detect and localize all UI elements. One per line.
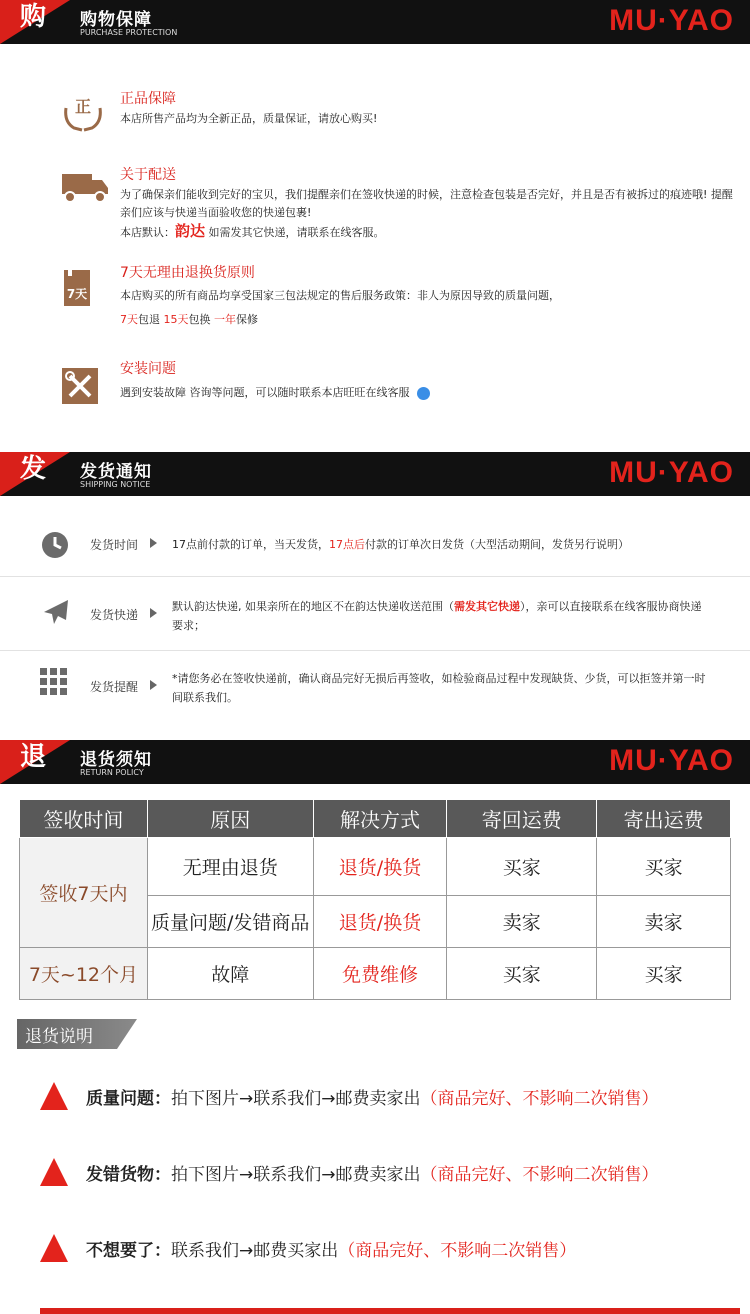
item-text-line — [120, 384, 740, 402]
default-courier-post: 如需发其它快递，请联系在线客服。 — [205, 226, 385, 239]
banner-badge: 发 — [19, 454, 46, 484]
item-text-block — [120, 284, 740, 332]
table-cell: 7天~12个月 — [20, 948, 148, 1000]
svg-text:7天: 7天 — [66, 287, 88, 301]
note-label: 质量问题： — [86, 1089, 171, 1109]
item-title: 安装问题 — [120, 361, 176, 377]
row-text — [172, 597, 712, 635]
note-text — [86, 1160, 659, 1185]
grid-icon — [40, 668, 70, 698]
note-label: 发错货物： — [86, 1165, 171, 1185]
svg-text:正: 正 — [74, 97, 92, 116]
warning-triangle-icon — [40, 1082, 68, 1110]
tag-label: 退货说明 — [25, 1027, 93, 1047]
default-courier: 韵达 — [175, 222, 206, 240]
shipping-reminder-row — [40, 664, 720, 708]
row-label: 发货提醒 — [90, 680, 139, 694]
column-header: 原因 — [147, 800, 313, 838]
arrow-right-icon — [150, 680, 157, 690]
shipping-banner — [0, 452, 750, 496]
banner-badge: 购 — [19, 2, 46, 32]
brand-logo: MU·YAO — [609, 744, 734, 777]
policy-days: 一年 — [214, 313, 236, 326]
item-title: 关于配送 — [120, 167, 176, 183]
brand-logo: MU·YAO — [609, 456, 734, 489]
note-highlight: （商品完好、不影响二次销售） — [420, 1165, 659, 1185]
arrow-right-icon — [150, 608, 157, 618]
return-note — [40, 1082, 740, 1116]
note-highlight: （商品完好、不影响二次销售） — [338, 1241, 577, 1261]
table-row — [20, 838, 731, 896]
return-note — [40, 1234, 740, 1268]
item-text: 为了确保亲们能收到完好的宝贝，我们提醒亲们在签收快递的时候，注意检查包装是否完好，并且是否有被拆过的痕迹哦! 提醒亲们应该与快递当面验收您的快递包裹! — [120, 188, 733, 219]
policy-days: 7天 — [120, 313, 138, 326]
table-cell: 无理由退货 — [147, 838, 313, 896]
note-text — [86, 1084, 659, 1109]
table-cell: 退货/换货 — [313, 838, 447, 896]
banner-title: 购物保障 — [80, 10, 152, 30]
row-text-post: ），亲可以直接联系在线客服协商快递要求； — [172, 600, 702, 632]
arrow-right-icon — [150, 538, 157, 548]
note-body: 联系我们→邮费买家出 — [171, 1241, 339, 1261]
note-label: 不想要了： — [86, 1241, 171, 1261]
table-header-row — [20, 800, 731, 838]
banner-badge: 退 — [19, 742, 46, 772]
return-notes-tag — [17, 1019, 137, 1049]
column-header: 寄出运费 — [597, 800, 731, 838]
banner-subtitle: PURCHASE PROTECTION — [80, 28, 178, 37]
row-text — [172, 535, 712, 554]
divider — [0, 650, 750, 651]
row-label: 发货快递 — [90, 608, 139, 622]
banner-subtitle: SHIPPING NOTICE — [80, 480, 151, 489]
table-cell: 免费维修 — [313, 948, 447, 1000]
table-cell: 买家 — [447, 948, 597, 1000]
item-title: 7天无理由退换货原则 — [120, 265, 255, 281]
row-text-post: 付款的订单次日发货（大型活动期间，发货另行说明） — [365, 538, 629, 551]
policy-rest: 保修 — [236, 313, 258, 326]
banner-title: 发货通知 — [80, 462, 152, 482]
note-body: 拍下图片→联系我们→邮费卖家出 — [171, 1089, 421, 1109]
row-label: 发货时间 — [90, 538, 139, 552]
note-text — [86, 1236, 576, 1261]
row-highlight: 17点后 — [329, 538, 365, 551]
column-header: 签收时间 — [20, 800, 148, 838]
tag-corner — [117, 1019, 137, 1049]
guarantee-item — [60, 88, 740, 138]
item-text: 遇到安装故障 咨询等问题，可以随时联系本店旺旺在线客服 — [120, 386, 410, 399]
table-row — [20, 948, 731, 1000]
row-text-pre: *请您务必在签收快递前，确认商品完好无损后再签收，如检验商品过程中发现缺货、少货，可以拒签并第一时间联系我们。 — [172, 672, 706, 704]
table-cell: 签收7天内 — [20, 838, 148, 948]
tools-icon — [60, 366, 110, 412]
note-body: 拍下图片→联系我们→邮费卖家出 — [171, 1165, 421, 1185]
policy-days: 15天 — [163, 313, 189, 326]
warning-triangle-icon — [40, 1234, 68, 1262]
brand-logo: MU·YAO — [609, 4, 734, 37]
divider — [0, 576, 750, 577]
banner-title: 退货须知 — [80, 750, 152, 770]
calendar-icon — [60, 268, 110, 314]
return-policy-table — [19, 799, 731, 1000]
item-title: 正品保障 — [120, 91, 176, 107]
warning-triangle-icon — [40, 1158, 68, 1186]
note-highlight: （商品完好、不影响二次销售） — [420, 1089, 659, 1109]
default-courier-line — [120, 222, 740, 242]
table-cell: 卖家 — [447, 896, 597, 948]
row-highlight: 需发其它快递 — [454, 600, 520, 613]
bottom-red-bar — [40, 1308, 740, 1314]
table-cell: 退货/换货 — [313, 896, 447, 948]
policy-rest: 包换 — [188, 313, 214, 326]
table-cell: 卖家 — [597, 896, 731, 948]
return-note — [40, 1158, 740, 1192]
item-text: 本店购买的所有商品均享受国家三包法规定的售后服务政策：非人为原因导致的质量问题， — [120, 289, 560, 302]
delivery-item — [60, 164, 740, 244]
item-text: 本店所售产品均为全新正品，质量保证，请放心购买! — [120, 112, 378, 125]
purchase-banner — [0, 0, 750, 44]
column-header: 寄回运费 — [447, 800, 597, 838]
row-text-pre: 17点前付款的订单，当天发货， — [172, 538, 329, 551]
row-text — [172, 669, 712, 707]
returns-banner — [0, 740, 750, 784]
table-cell: 买家 — [597, 838, 731, 896]
table-cell: 买家 — [597, 948, 731, 1000]
default-courier-pre: 本店默认： — [120, 226, 175, 239]
installation-item — [60, 358, 740, 408]
shipping-courier-row — [40, 592, 720, 636]
truck-icon — [60, 170, 110, 216]
shipping-time-row — [40, 530, 720, 560]
banner-subtitle: RETURN POLICY — [80, 768, 144, 777]
policy-line — [120, 308, 740, 332]
item-text-block — [120, 186, 740, 242]
column-header: 解决方式 — [313, 800, 447, 838]
chat-icon[interactable] — [417, 387, 430, 400]
table-cell: 质量问题/发错商品 — [147, 896, 313, 948]
row-text-pre: 默认韵达快递, 如果亲所在的地区不在韵达快递收送范围（ — [172, 600, 454, 613]
hands-icon — [60, 88, 110, 134]
table-cell: 买家 — [447, 838, 597, 896]
airplane-icon — [40, 596, 70, 626]
return-policy-item — [60, 262, 740, 332]
clock-icon — [40, 530, 70, 560]
table-cell: 故障 — [147, 948, 313, 1000]
policy-rest: 包退 — [138, 313, 164, 326]
